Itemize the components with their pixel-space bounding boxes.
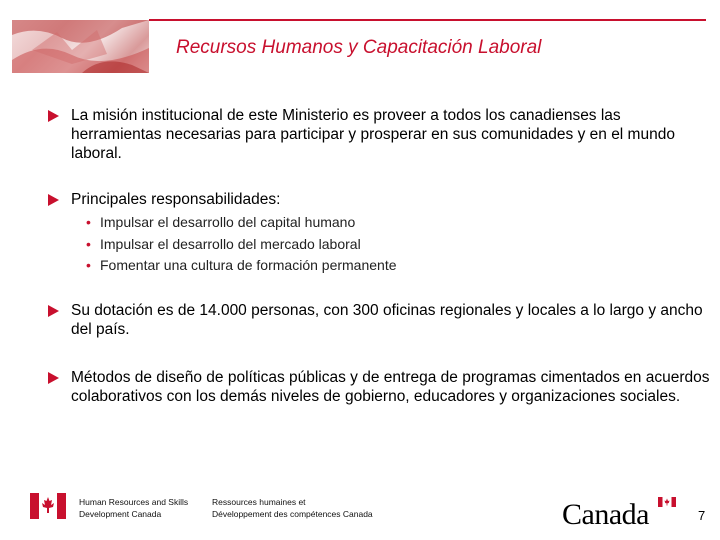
- bullet-arrow-icon: [48, 305, 59, 317]
- bullet-methods: [48, 368, 714, 406]
- bullet-dot-icon: •: [86, 214, 91, 230]
- responsibilities-list: [86, 212, 397, 277]
- page-number: 7: [698, 508, 706, 523]
- list-item: • Impulsar el desarrollo del capital humano: [86, 212, 397, 234]
- bullet-text: Su dotación es de 14.000 personas, con 300 oficinas regionales y locales a lo largo y ancho del país.: [71, 302, 703, 338]
- list-item: • Fomentar una cultura de formación permanente: [86, 255, 397, 277]
- bullet-text: Métodos de diseño de políticas públicas y de entrega de programas cimentados en acuerdos colaborativos con los demás niveles de gobierno, educadores y organizaciones sociales.: [71, 369, 710, 405]
- bullet-arrow-icon: [48, 110, 59, 122]
- slide-title: Recursos Humanos y Capacitación Laboral: [176, 37, 542, 58]
- bullet-text: La misión institucional de este Ministerio es proveer a todos los canadienses las herramientas necesarias para participar y prosperar en sus comunidades y en el mundo laboral.: [71, 107, 675, 162]
- bullet-responsibilities: [48, 190, 714, 209]
- bullet-arrow-icon: [48, 194, 59, 206]
- footer-department-french: Ressources humaines et Développement des compétences Canada: [212, 497, 373, 519]
- bullet-text: Principales responsabilidades:: [71, 191, 281, 208]
- header-rule: [149, 19, 706, 21]
- bullet-dot-icon: •: [86, 235, 91, 252]
- bullet-dot-icon: •: [86, 257, 91, 273]
- wordmark-flag-icon: [658, 497, 676, 507]
- footer-department-english: Human Resources and Skills Development Canada: [79, 497, 189, 519]
- bullet-staffing: [48, 301, 714, 339]
- list-item: • Impulsar el desarrollo del mercado laboral: [86, 234, 397, 256]
- flag-banner-image: [12, 20, 149, 73]
- bullet-arrow-icon: [48, 372, 59, 384]
- canada-flag-icon: [30, 493, 66, 519]
- canada-wordmark: Canada: [562, 498, 649, 531]
- bullet-mission: [48, 106, 714, 163]
